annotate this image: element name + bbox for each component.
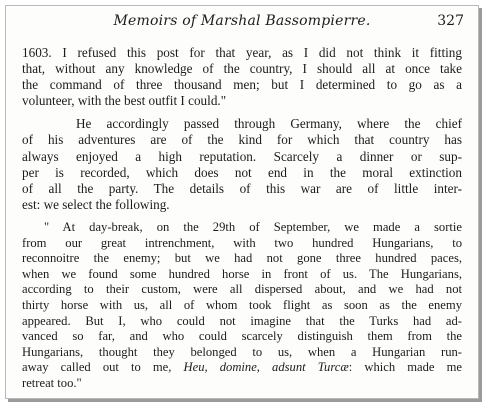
text-line: reconnoitre the enemy; but we had not gone three hundred paces, [22, 251, 462, 266]
paragraph-1 [22, 45, 462, 109]
text-fragment: away called out to me, [22, 360, 184, 375]
text-line: appeared. But I, who could not imagine that the Turks had ad- [22, 313, 462, 328]
text-line: " At day-break, on the 29th of September, we made a sortie [44, 219, 462, 234]
text-line: thirty horse with us, all of whom took flight as soon as the enemy [22, 297, 462, 312]
text-line: est: we select the following. [22, 196, 170, 212]
text-line: vanced so far, and who could scarcely distinguish them from the [22, 329, 462, 344]
page-number: 327 [437, 13, 464, 29]
text-line: according to their custom, were all dispersed about, and we had not [22, 282, 462, 297]
text-line: Hungarians, thought they belonged to us, when a Hungarian run- [22, 344, 462, 359]
text-line-with-italic [22, 360, 462, 376]
text-fragment: : which made me [348, 360, 462, 375]
text-line: always enjoyed a high reputation. Scarcely a dinner or sup- [22, 148, 462, 164]
text-line: that, without any knowledge of the country, I should all at once take [22, 61, 462, 77]
text-line: retreat too." [22, 375, 82, 390]
text-line: He accordingly passed through Germany, where the chief [76, 116, 462, 132]
page-header [20, 13, 464, 33]
paragraph-2 [22, 116, 462, 213]
book-page [5, 5, 479, 399]
text-line: from our great intrenchment, with two hundred Hungarians, to [22, 235, 462, 250]
text-line: when we found some hundred horse in front of us. The Hungarians, [22, 266, 462, 281]
text-line: per is recorded, which does not end in the moral extinction [22, 164, 462, 180]
text-line: 1603. I refused this post for that year, as I did not think it fitting [22, 45, 462, 60]
text-line: of all the party. The details of this war are of little inter- [22, 180, 462, 196]
quoted-paragraph [22, 220, 462, 392]
text-line: of his adventures are of the kind for which that country has [22, 132, 462, 148]
text-line: the command of three thousand men; but I determined to go as a [22, 77, 462, 93]
running-title: Memoirs of Marshal Bassompierre. [113, 13, 371, 29]
text-line: volunteer, with the best outfit I could." [22, 93, 227, 109]
body-text [22, 45, 462, 391]
latin-phrase: Heu, domine, adsunt Turcæ [183, 360, 349, 375]
